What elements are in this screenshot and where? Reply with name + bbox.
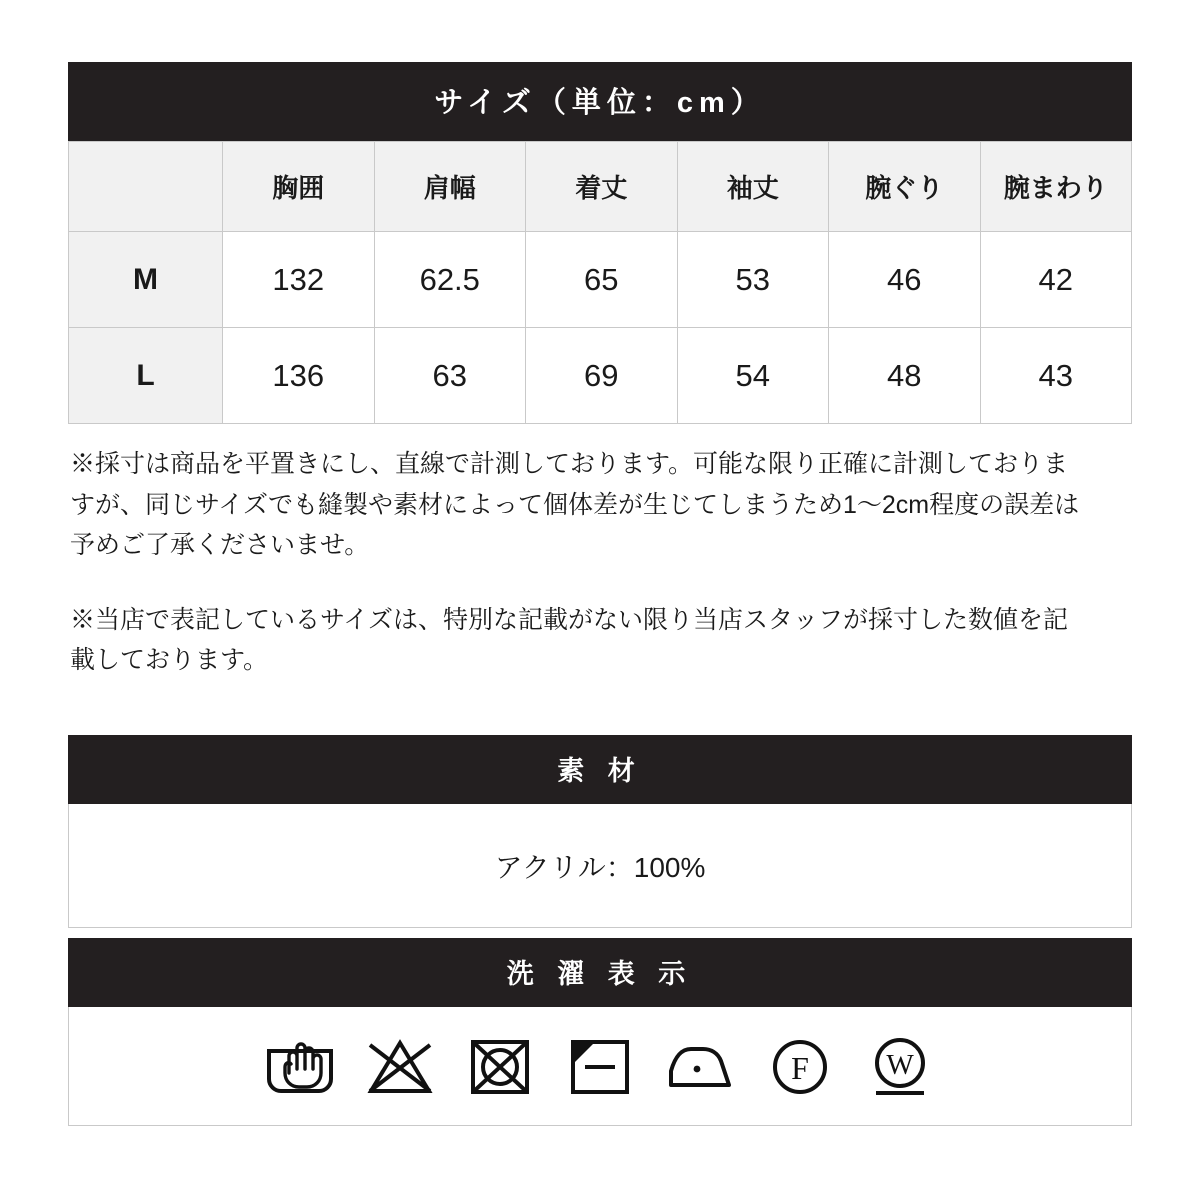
cell-m-length: 65	[526, 232, 678, 328]
care-icon-row	[68, 1007, 1132, 1126]
table-header-row	[69, 142, 1132, 232]
table-header-chest: 胸囲	[223, 142, 375, 232]
size-table	[68, 141, 1132, 424]
cell-m-shoulder: 62.5	[374, 232, 526, 328]
size-table-section	[68, 62, 1132, 424]
svg-text:W: W	[886, 1049, 914, 1081]
table-header-length: 着丈	[526, 142, 678, 232]
row-label-l: L	[69, 328, 223, 424]
hand-wash-icon	[263, 1033, 337, 1099]
table-row	[69, 328, 1132, 424]
do-not-tumble-dry-icon	[463, 1033, 537, 1099]
note-staff-measurement: ※当店で表記しているサイズは、特別な記載がない限り当店スタッフが採寸した数値を記載しております。	[70, 605, 1069, 674]
care-section	[68, 938, 1132, 1126]
dry-clean-f-icon	[763, 1033, 837, 1099]
table-header-sleeve: 袖丈	[677, 142, 829, 232]
cell-m-arm-circumference: 42	[980, 232, 1132, 328]
cell-l-sleeve: 54	[677, 328, 829, 424]
flat-dry-in-shade-icon	[563, 1033, 637, 1099]
table-header-arm-circumference: 腕まわり	[980, 142, 1132, 232]
cell-l-shoulder: 63	[374, 328, 526, 424]
measurement-notes	[70, 444, 1090, 681]
cell-m-sleeve: 53	[677, 232, 829, 328]
cell-l-chest: 136	[223, 328, 375, 424]
material-section	[68, 735, 1132, 928]
cell-l-arm-circumference: 43	[980, 328, 1132, 424]
table-header-armhole: 腕ぐり	[829, 142, 981, 232]
material-value: アクリル：100%	[68, 804, 1132, 928]
cell-m-chest: 132	[223, 232, 375, 328]
care-title: 洗 濯 表 示	[68, 938, 1132, 1007]
cell-l-length: 69	[526, 328, 678, 424]
wet-clean-w-icon	[863, 1033, 937, 1099]
iron-low-temperature-icon	[663, 1033, 737, 1099]
table-row	[69, 232, 1132, 328]
svg-text:F: F	[791, 1050, 809, 1086]
note-measurement-tolerance: ※採寸は商品を平置きにし、直線で計測しております。可能な限り正確に計測しておりますが、同じサイズでも縫製や素材によって個体差が生じてしまうため1〜2cm程度の誤差は予めご了承くださいませ。	[70, 450, 1080, 559]
table-header-corner	[69, 142, 223, 232]
cell-l-armhole: 48	[829, 328, 981, 424]
table-header-shoulder: 肩幅	[374, 142, 526, 232]
cell-m-armhole: 46	[829, 232, 981, 328]
size-table-title: サイズ（単位：cm）	[68, 62, 1132, 141]
material-title: 素 材	[68, 735, 1132, 804]
do-not-bleach-icon	[363, 1033, 437, 1099]
row-label-m: M	[69, 232, 223, 328]
